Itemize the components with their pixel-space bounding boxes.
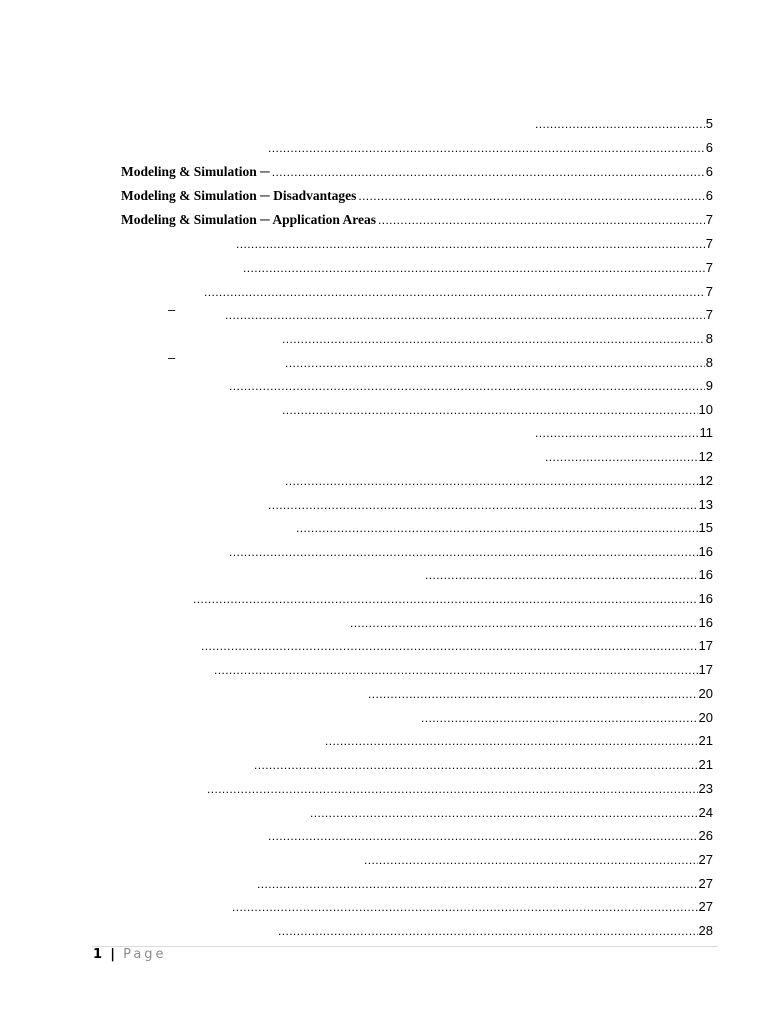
toc-entry[interactable] (214, 656, 713, 678)
page-footer (93, 947, 167, 962)
toc-page-number: 6 (705, 140, 713, 155)
toc-entry[interactable] (257, 870, 713, 892)
toc-entry-title: Modeling & Simulation ─ (121, 164, 270, 179)
toc-page-number: 27 (698, 876, 713, 891)
dot-leader (278, 923, 698, 939)
toc-entry[interactable] (268, 822, 713, 844)
dot-leader (310, 805, 698, 821)
footer-page-label: Page (123, 947, 167, 962)
toc-page-number: 7 (705, 260, 713, 275)
toc-page-number: 17 (698, 662, 713, 677)
dot-leader (425, 567, 698, 583)
toc-entry[interactable] (229, 372, 713, 394)
dot-leader (368, 686, 698, 702)
toc-page-number: 6 (705, 164, 713, 179)
toc-entry[interactable] (368, 680, 713, 702)
toc-page-number: 7 (705, 307, 713, 322)
toc-page-number: 8 (705, 331, 713, 346)
toc-entry[interactable] (285, 467, 713, 489)
toc-entry[interactable] (121, 206, 713, 228)
toc-entry[interactable] (325, 727, 713, 749)
dash-mark: – (168, 350, 176, 365)
toc-page-number: 13 (698, 497, 713, 512)
toc-entry[interactable] (535, 419, 713, 441)
toc-page-number: 12 (698, 449, 713, 464)
toc-page-number: 9 (705, 378, 713, 393)
dot-leader (236, 236, 705, 252)
toc-page-number: 16 (698, 615, 713, 630)
toc-page-number: 27 (698, 899, 713, 914)
toc-page-number: 23 (698, 781, 713, 796)
toc-page-number: 16 (698, 544, 713, 559)
dot-leader (282, 331, 705, 347)
toc-entry[interactable] (545, 443, 713, 465)
dot-leader (285, 473, 698, 489)
dot-leader (243, 260, 705, 276)
toc-page-number: 7 (705, 212, 713, 227)
dot-leader (268, 828, 698, 844)
dot-leader (229, 544, 698, 560)
toc-page-number: 7 (705, 236, 713, 251)
dot-leader (285, 355, 705, 371)
toc-page-number: 16 (698, 591, 713, 606)
dot-leader (325, 733, 698, 749)
toc-entry[interactable] (121, 158, 713, 180)
toc-page-number: 24 (698, 805, 713, 820)
toc-page-number: 16 (698, 567, 713, 582)
toc-entry[interactable] (121, 182, 713, 204)
toc-entry[interactable] (201, 632, 713, 654)
toc-page-number: 11 (699, 425, 713, 440)
dot-leader (378, 212, 705, 228)
toc-entry[interactable] (254, 751, 713, 773)
dot-leader (193, 591, 698, 607)
dot-leader (268, 140, 705, 156)
dot-leader (257, 876, 698, 892)
toc-entry[interactable] (243, 254, 713, 276)
toc-entry[interactable] (204, 278, 713, 300)
toc-entry[interactable] (236, 230, 713, 252)
toc-page-number: 5 (705, 116, 713, 131)
toc-entry[interactable] (207, 775, 713, 797)
toc-page-number: 27 (698, 852, 713, 867)
dot-leader (364, 852, 698, 868)
toc-page-number: 10 (698, 402, 713, 417)
toc-entry[interactable] (232, 893, 713, 915)
dot-leader (232, 899, 698, 915)
toc-entry[interactable] (535, 110, 713, 132)
dot-leader (545, 449, 698, 465)
dash-mark: – (168, 302, 176, 317)
toc-page-number: 7 (705, 284, 713, 299)
dot-leader (350, 615, 698, 631)
toc-entry[interactable] (268, 134, 713, 156)
footer-separator: | (110, 947, 115, 962)
toc-entry[interactable] (193, 585, 713, 607)
toc-entry[interactable] (350, 609, 713, 631)
toc-entry[interactable] (268, 491, 713, 513)
toc-entry[interactable] (278, 917, 713, 939)
toc-page-number: 15 (698, 520, 713, 535)
toc-entry[interactable] (285, 349, 713, 371)
footer-page-number: 1 (93, 947, 103, 962)
toc-page-number: 21 (698, 733, 713, 748)
toc-entry[interactable] (364, 846, 713, 868)
dot-leader (214, 662, 698, 678)
toc-entry[interactable] (229, 538, 713, 560)
toc-page-number: 20 (698, 686, 713, 701)
dot-leader (207, 781, 698, 797)
toc-page-number: 6 (705, 188, 713, 203)
toc-page-number: 21 (698, 757, 713, 772)
dot-leader (268, 497, 698, 513)
dot-leader (229, 378, 705, 394)
toc-entry[interactable] (282, 325, 713, 347)
toc-page-number: 26 (698, 828, 713, 843)
footer-divider (92, 946, 718, 947)
toc-entry-title: Modeling & Simulation ─ Disadvantages (121, 188, 357, 203)
toc-entry[interactable] (421, 704, 713, 726)
toc-page-number: 17 (698, 638, 713, 653)
dot-leader (225, 307, 705, 323)
toc-page-number: 20 (698, 710, 713, 725)
toc-page-number: 12 (698, 473, 713, 488)
dot-leader (204, 284, 705, 300)
toc-entry[interactable] (296, 514, 713, 536)
dot-leader (421, 710, 698, 726)
dot-leader (535, 425, 699, 441)
dot-leader (282, 402, 698, 418)
dot-leader (535, 116, 705, 132)
toc-entry[interactable] (282, 396, 713, 418)
toc-entry[interactable] (425, 561, 713, 583)
toc-entry-title: Modeling & Simulation ─ Application Areas (121, 212, 376, 227)
dot-leader (272, 164, 705, 180)
toc-page-number: 8 (705, 355, 713, 370)
toc-entry[interactable] (225, 301, 713, 323)
toc-page-number: 28 (698, 923, 713, 938)
dot-leader (296, 520, 698, 536)
toc-entry[interactable] (310, 799, 713, 821)
dot-leader (201, 638, 698, 654)
dot-leader (358, 188, 704, 204)
dot-leader (254, 757, 698, 773)
